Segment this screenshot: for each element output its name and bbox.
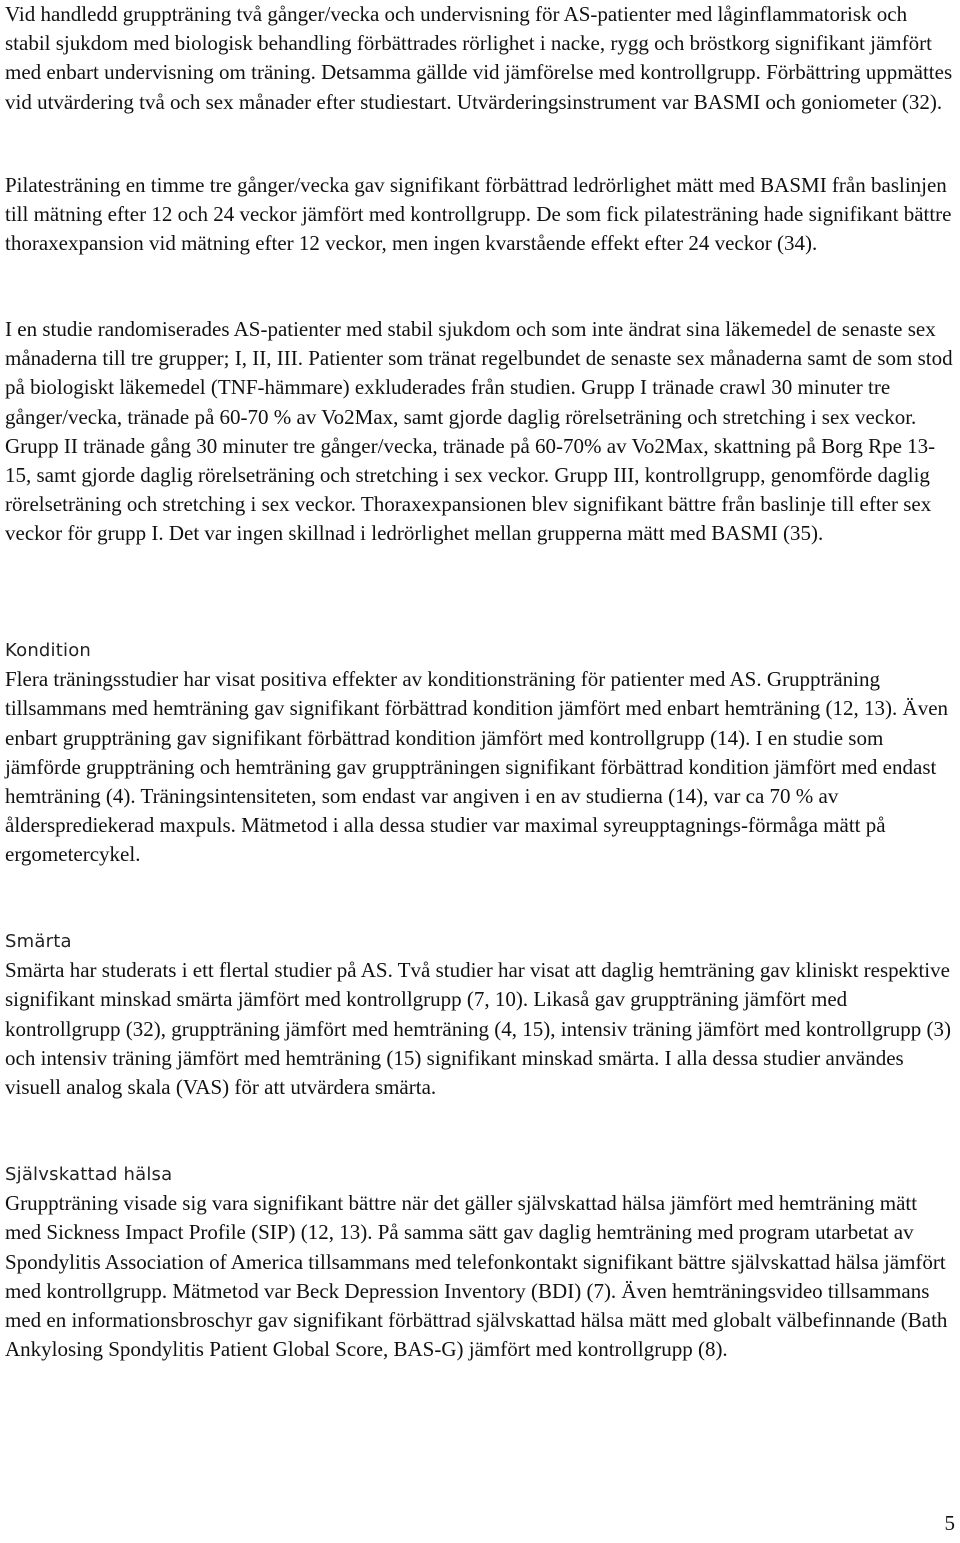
paragraph-group-training: Vid handledd gruppträning två gånger/vecka och undervisning för AS-patienter med låginflammatorisk och stabil sjukdom med biologisk behandling förbättrades rörlighet i nacke, rygg och bröstkorg signifikant jämfört med enbart undervisning om träning. Detsamma gällde vid jämförelse med kontrollgrupp. Förbättring uppmättes vid utvärdering två och sex månader efter studiestart. Utvärderingsinstrument var BASMI och goniometer (32).: [5, 2, 953, 114]
section-heading-sjalvskattad-halsa: Självskattad hälsa: [5, 1164, 173, 1185]
section-kondition: [5, 636, 955, 870]
section-text-smarta: Smärta har studerats i ett flertal studier på AS. Två studier har visat att daglig hemträning gav kliniskt respektive signifikant minskad smärta jämfört med kontrollgrupp (7, 10). Likaså gav gruppträning jämfört med kontrollgrupp (32), gruppträning jämfört med hemträning (4, 15), intensiv träning jämfört med kontrollgrupp (3) och intensiv träning jämfört med hemträning (15) signifikant minskad smärta. I alla dessa studier användes visuell analog skala (VAS) för att utvärdera smärta.: [5, 958, 951, 1100]
page-number: 5: [944, 1511, 955, 1535]
paragraph-randomized-study: I en studie randomiserades AS-patienter med stabil sjukdom och som inte ändrat sina läkemedel de senaste sex månaderna till tre grupper; I, II, III. Patienter som tränat regelbundet de senaste sex månaderna samt de som stod på biologiskt läkemedel (TNF-hämmare) exkluderades från studien. Grupp I tränade crawl 30 minuter tre gånger/vecka, tränade på 60-70 % av Vo2Max, samt gjorde daglig rörelseträning och stretching i sex veckor. Grupp II tränade gång 30 minuter tre gånger/vecka, tränade på 60-70% av Vo2Max, skattning på Borg Rpe 13-15, samt gjorde daglig rörelseträning och stretching i sex veckor. Grupp III, kontrollgrupp, genomförde daglig rörelseträning och stretching i sex veckor. Thoraxexpansionen blev signifikant bättre från baslinje till efter sex veckor för grupp I. Det var ingen skillnad i ledrörlighet mellan grupperna mätt med BASMI (35).: [5, 317, 953, 546]
section-text-kondition: Flera träningsstudier har visat positiva effekter av konditionsträning för patienter med AS. Gruppträning tillsammans med hemträning gav signifikant förbättrad kondition jämfört med enbart hemträning (12, 13). Även enbart gruppträning gav signifikant förbättrad kondition jämfört med kontrollgrupp (14). I en studie som jämförde gruppträning och hemträning gav gruppträningen signifikant förbättrad kondition jämfört med endast hemträning (4). Träningsintensiteten, som endast var angiven i en av studierna (14), var ca 70 % av åldersprediekerad maxpuls. Mätmetod i alla dessa studier var maximal syreupptagnings-förmåga mätt på ergometercykel.: [5, 667, 949, 867]
paragraph-pilates: Pilatesträning en timme tre gånger/vecka gav signifikant förbättrad ledrörlighet mätt med BASMI från baslinjen till mätning efter 12 och 24 veckor jämfört med kontrollgrupp. De som fick pilatesträning hade signifikant bättre thoraxexpansion vid mätning efter 12 veckor, men ingen kvarstående effekt efter 24 veckor (34).: [5, 173, 952, 256]
section-heading-smarta: Smärta: [5, 931, 72, 952]
section-text-sjalvskattad-halsa: Gruppträning visade sig vara signifikant bättre när det gäller självskattad hälsa jämfört med hemträning mätt med Sickness Impact Profile (SIP) (12, 13). På samma sätt gav daglig hemträning med program utarbetat av Spondylitis Association of America tillsammans med telefonkontakt signifikant bättre självskattad hälsa jämfört med kontrollgrupp. Mätmetod var Beck Depression Inventory (BDI) (7). Även hemträningsvideo tillsammans med en informationsbroschyr gav signifikant förbättrad självskattad hälsa mätt med globalt välbefinnande (Bath Ankylosing Spondylitis Patient Global Score, BAS-G) jämfört med kontrollgrupp (8).: [5, 1191, 948, 1362]
section-sjalvskattad-halsa: [5, 1160, 955, 1364]
section-heading-kondition: Kondition: [5, 640, 92, 661]
section-smarta: [5, 927, 955, 1102]
